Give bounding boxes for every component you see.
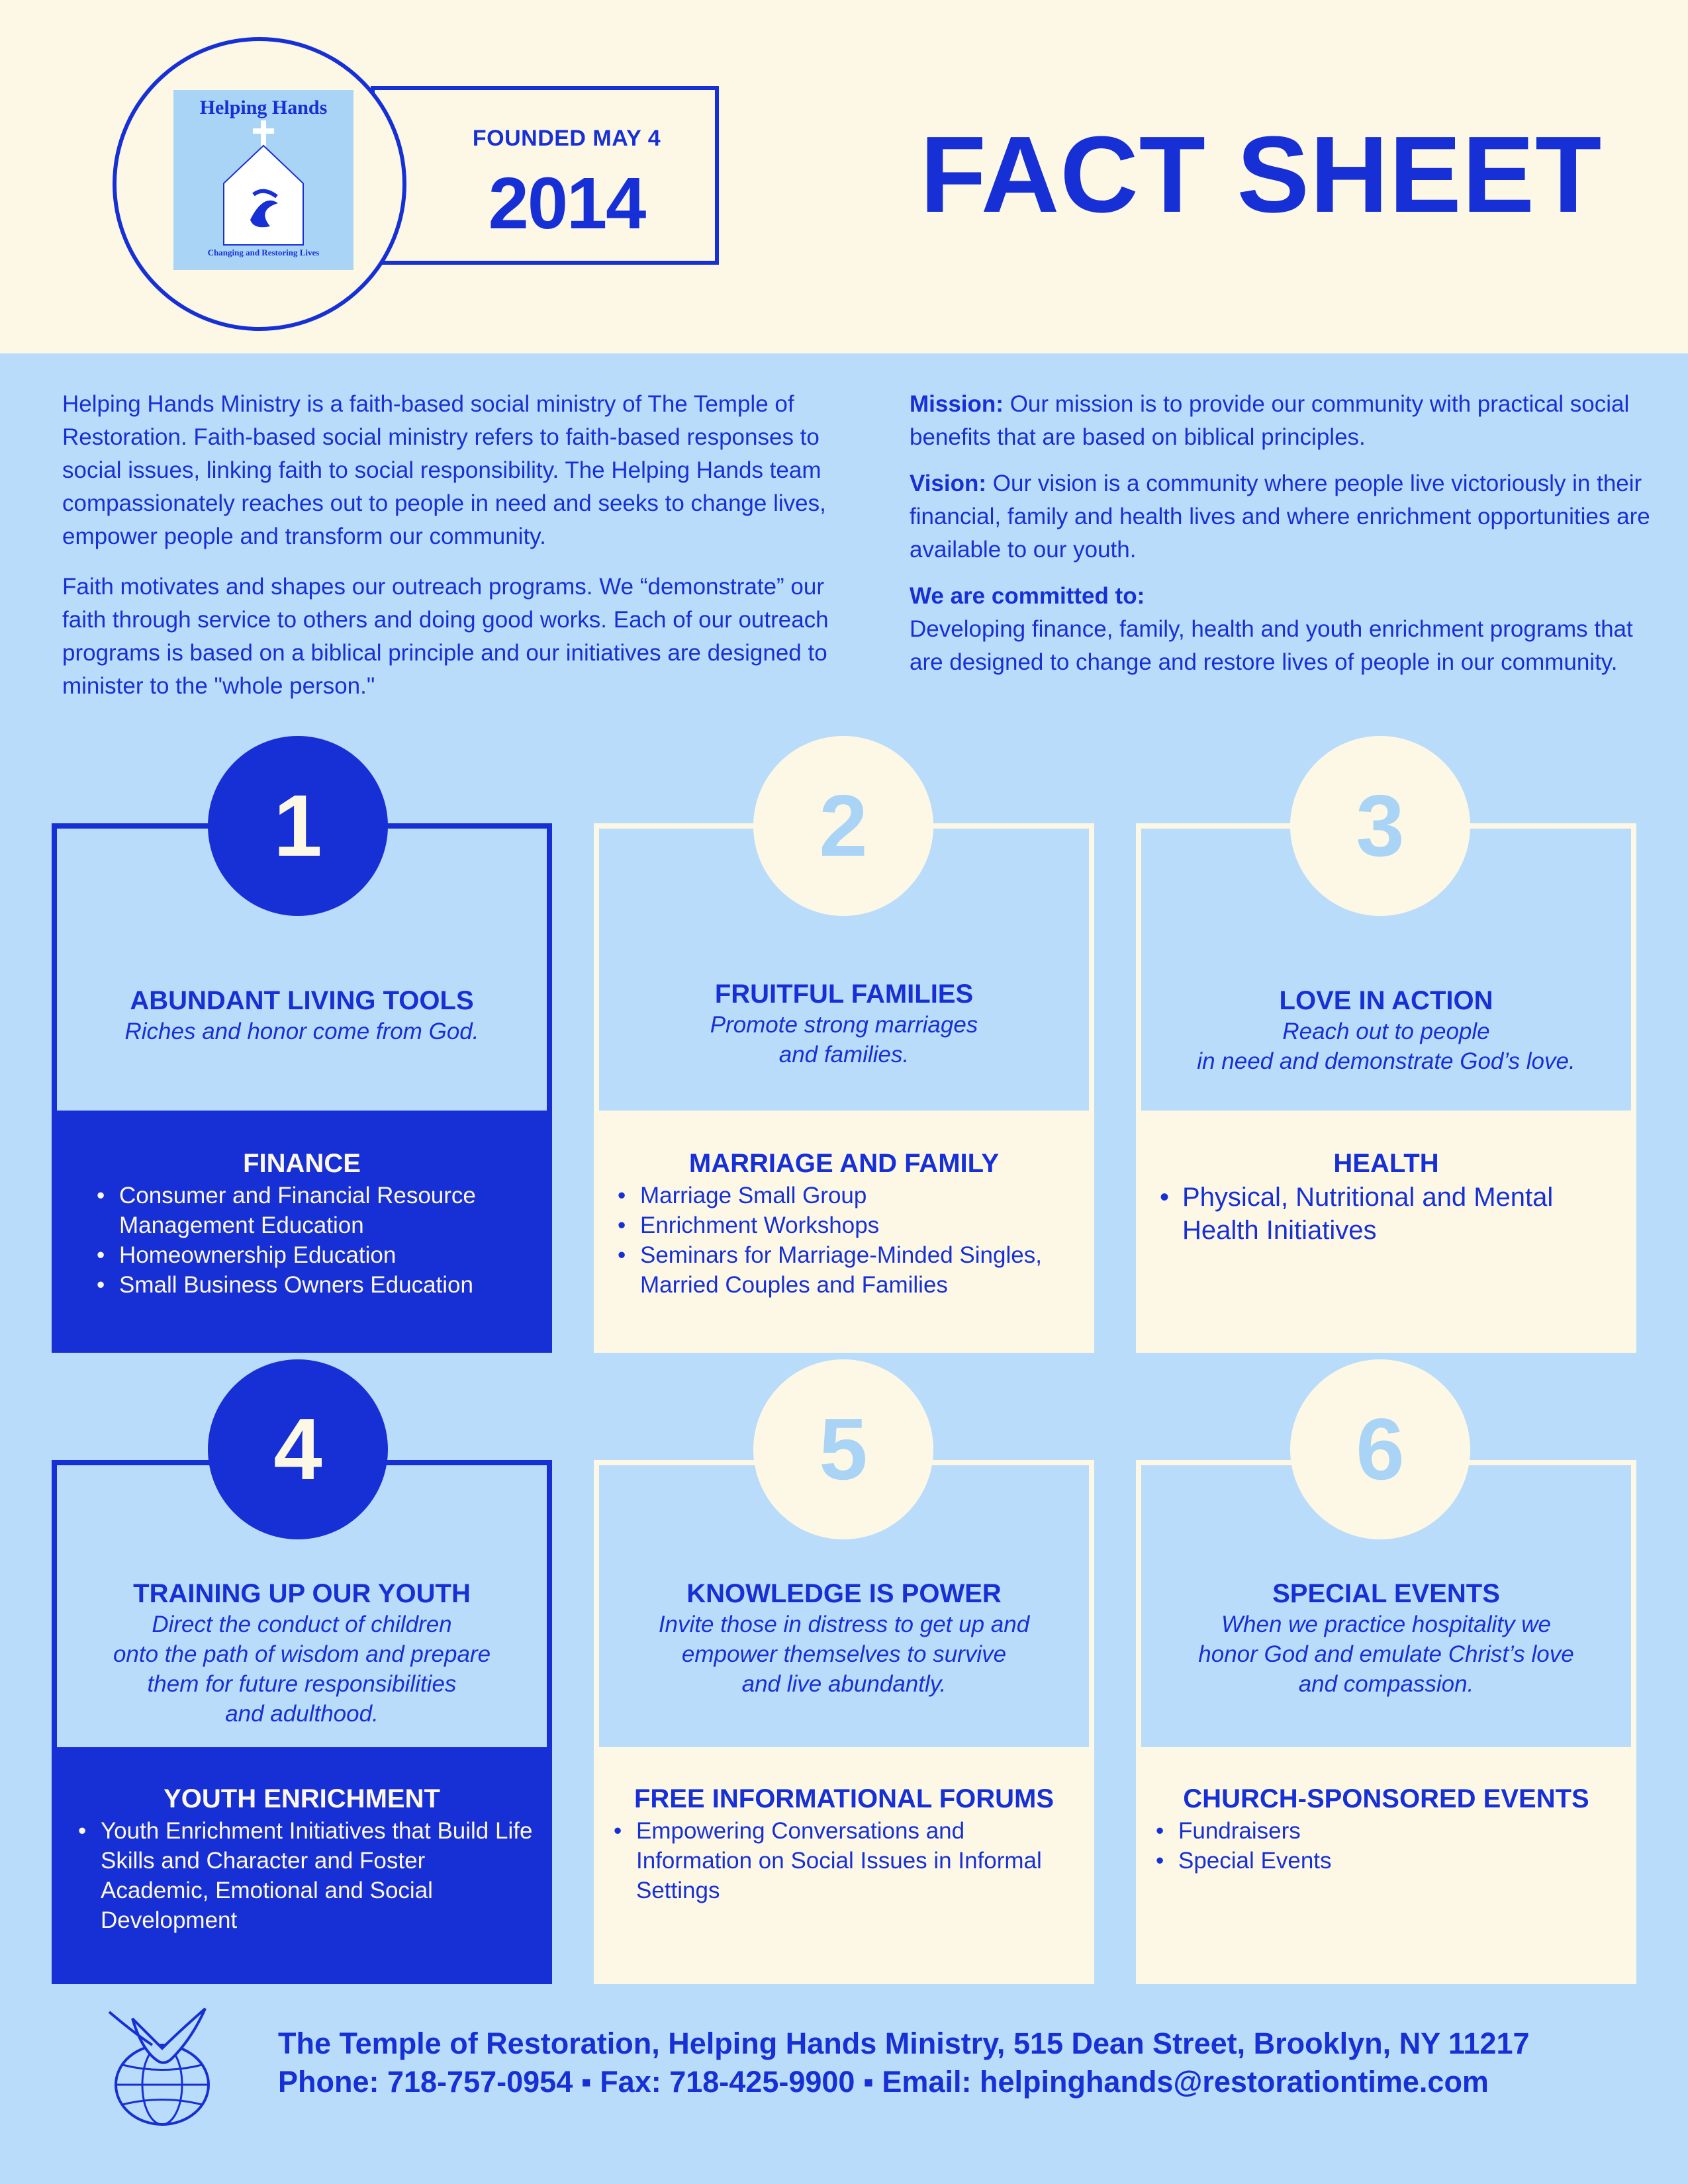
section-list	[612, 1181, 1082, 1300]
list-item: • Consumer and Financial Resource Management Education	[91, 1181, 528, 1240]
section-list	[608, 1816, 1058, 1905]
list-item: • Youth Enrichment Initiatives that Build Life Skills and Character and Foster Academic, Emotional and Social Development	[73, 1816, 536, 1935]
card-title: FRUITFUL FAMILIES	[714, 979, 974, 1009]
card-subtitle: Promote strong marriages and families.	[710, 1012, 978, 1068]
card-subtitle: Reach out to people in need and demonstrate God’s love.	[1197, 1019, 1575, 1074]
list-item: • Physical, Nutritional and Mental Health Initiatives	[1154, 1181, 1605, 1247]
vision-statement	[910, 467, 1651, 567]
list-item: • Marriage Small Group	[612, 1181, 1082, 1210]
section-title: HEALTH	[1333, 1149, 1439, 1178]
page-title: FACT SHEET	[919, 114, 1603, 235]
list-item: • Empowering Conversations and Information on Social Issues in Informal Settings	[608, 1816, 1058, 1905]
intro-right-column	[910, 388, 1651, 692]
founded-box	[371, 86, 719, 265]
card-title: SPECIAL EVENTS	[1272, 1579, 1500, 1608]
card-number-4: 4	[208, 1359, 388, 1539]
footer-contact: Phone: 718-757-0954 ▪ Fax: 718-425-9900 ▪ Email: helpinghands@restorationtime.com	[278, 2065, 1489, 2099]
section-list	[91, 1181, 528, 1300]
card-title: TRAINING UP OUR YOUTH	[133, 1579, 471, 1608]
commitment-statement	[910, 580, 1651, 679]
section-list	[73, 1816, 536, 1935]
section-title: FREE INFORMATIONAL FORUMS	[633, 1784, 1055, 1813]
vision-label: Vision:	[910, 471, 987, 496]
intro-left-column	[62, 388, 857, 720]
mission-text: Our mission is to provide our community with practical social benefits that are based on biblical principles.	[910, 391, 1630, 450]
section-title: YOUTH ENRICHMENT	[164, 1784, 440, 1813]
church-hands-icon	[217, 120, 310, 246]
card-number-1: 1	[208, 736, 388, 916]
logo-tagline: Changing and Restoring Lives	[207, 248, 320, 257]
card-number-3: 3	[1290, 736, 1470, 916]
founded-label: FOUNDED MAY 4	[472, 126, 661, 151]
card-title: ABUNDANT LIVING TOOLS	[130, 986, 474, 1015]
dove-globe-icon	[106, 1999, 218, 2131]
logo-title: Helping Hands	[199, 97, 328, 118]
list-item: • Special Events	[1150, 1846, 1601, 1876]
mission-label: Mission:	[910, 391, 1004, 417]
section-title: FINANCE	[243, 1149, 361, 1178]
list-item: • Small Business Owners Education	[91, 1270, 528, 1300]
list-item: • Seminars for Marriage-Minded Singles, Married Couples and Families	[612, 1240, 1082, 1300]
vision-text: Our vision is a community where people live victoriously in their financial, family and health lives and where enrichment opportunities are available to our youth.	[910, 471, 1650, 563]
intro-paragraph-1: Helping Hands Ministry is a faith-based social ministry of The Temple of Restoration. Faith-based social ministry refers to faith-based responses to social issues, linking faith to social responsibility. The Helping Hands team compassionately reaches out to people in need and seeks to change lives, empower people and transform our community.	[62, 391, 826, 549]
section-list	[1150, 1816, 1601, 1876]
mission-statement	[910, 388, 1651, 454]
card-subtitle: When we practice hospitality we honor God and emulate Christ’s love and compassion.	[1198, 1612, 1574, 1697]
card-title: LOVE IN ACTION	[1279, 986, 1493, 1015]
section-title: MARRIAGE AND FAMILY	[688, 1149, 1000, 1178]
intro-paragraph-2: Faith motivates and shapes our outreach programs. We “demonstrate” our faith through service to others and doing good works. Each of our outreach programs is based on a biblical principle and our initiatives are designed to minister to the "whole person."	[62, 574, 829, 699]
logo-circle	[113, 37, 406, 331]
card-subtitle: Invite those in distress to get up and empower themselves to survive and live abundantly.	[658, 1612, 1030, 1697]
card-subtitle: Direct the conduct of children onto the path of wisdom and prepare them for future responsibilities and adulthood.	[113, 1612, 491, 1727]
card-title: KNOWLEDGE IS POWER	[686, 1579, 1002, 1608]
card-number-6: 6	[1290, 1359, 1470, 1539]
card-number-2: 2	[753, 736, 933, 916]
list-item: • Homeownership Education	[91, 1240, 528, 1270]
footer-address: The Temple of Restoration, Helping Hands Ministry, 515 Dean Street, Brooklyn, NY 11217	[278, 2026, 1530, 2060]
commitment-label: We are committed to:	[910, 583, 1145, 609]
section-list	[1154, 1181, 1605, 1247]
section-title: CHURCH-SPONSORED EVENTS	[1183, 1784, 1589, 1813]
commitment-text: Developing finance, family, health and youth enrichment programs that are designed to change and restore lives of people in our community.	[910, 616, 1633, 675]
founded-year: 2014	[488, 163, 645, 244]
list-item: • Enrichment Workshops	[612, 1210, 1082, 1240]
header-band	[0, 0, 1688, 353]
helping-hands-logo	[173, 90, 353, 270]
list-item: • Fundraisers	[1150, 1816, 1601, 1846]
card-number-5: 5	[753, 1359, 933, 1539]
card-subtitle: Riches and honor come from God.	[124, 1019, 479, 1044]
